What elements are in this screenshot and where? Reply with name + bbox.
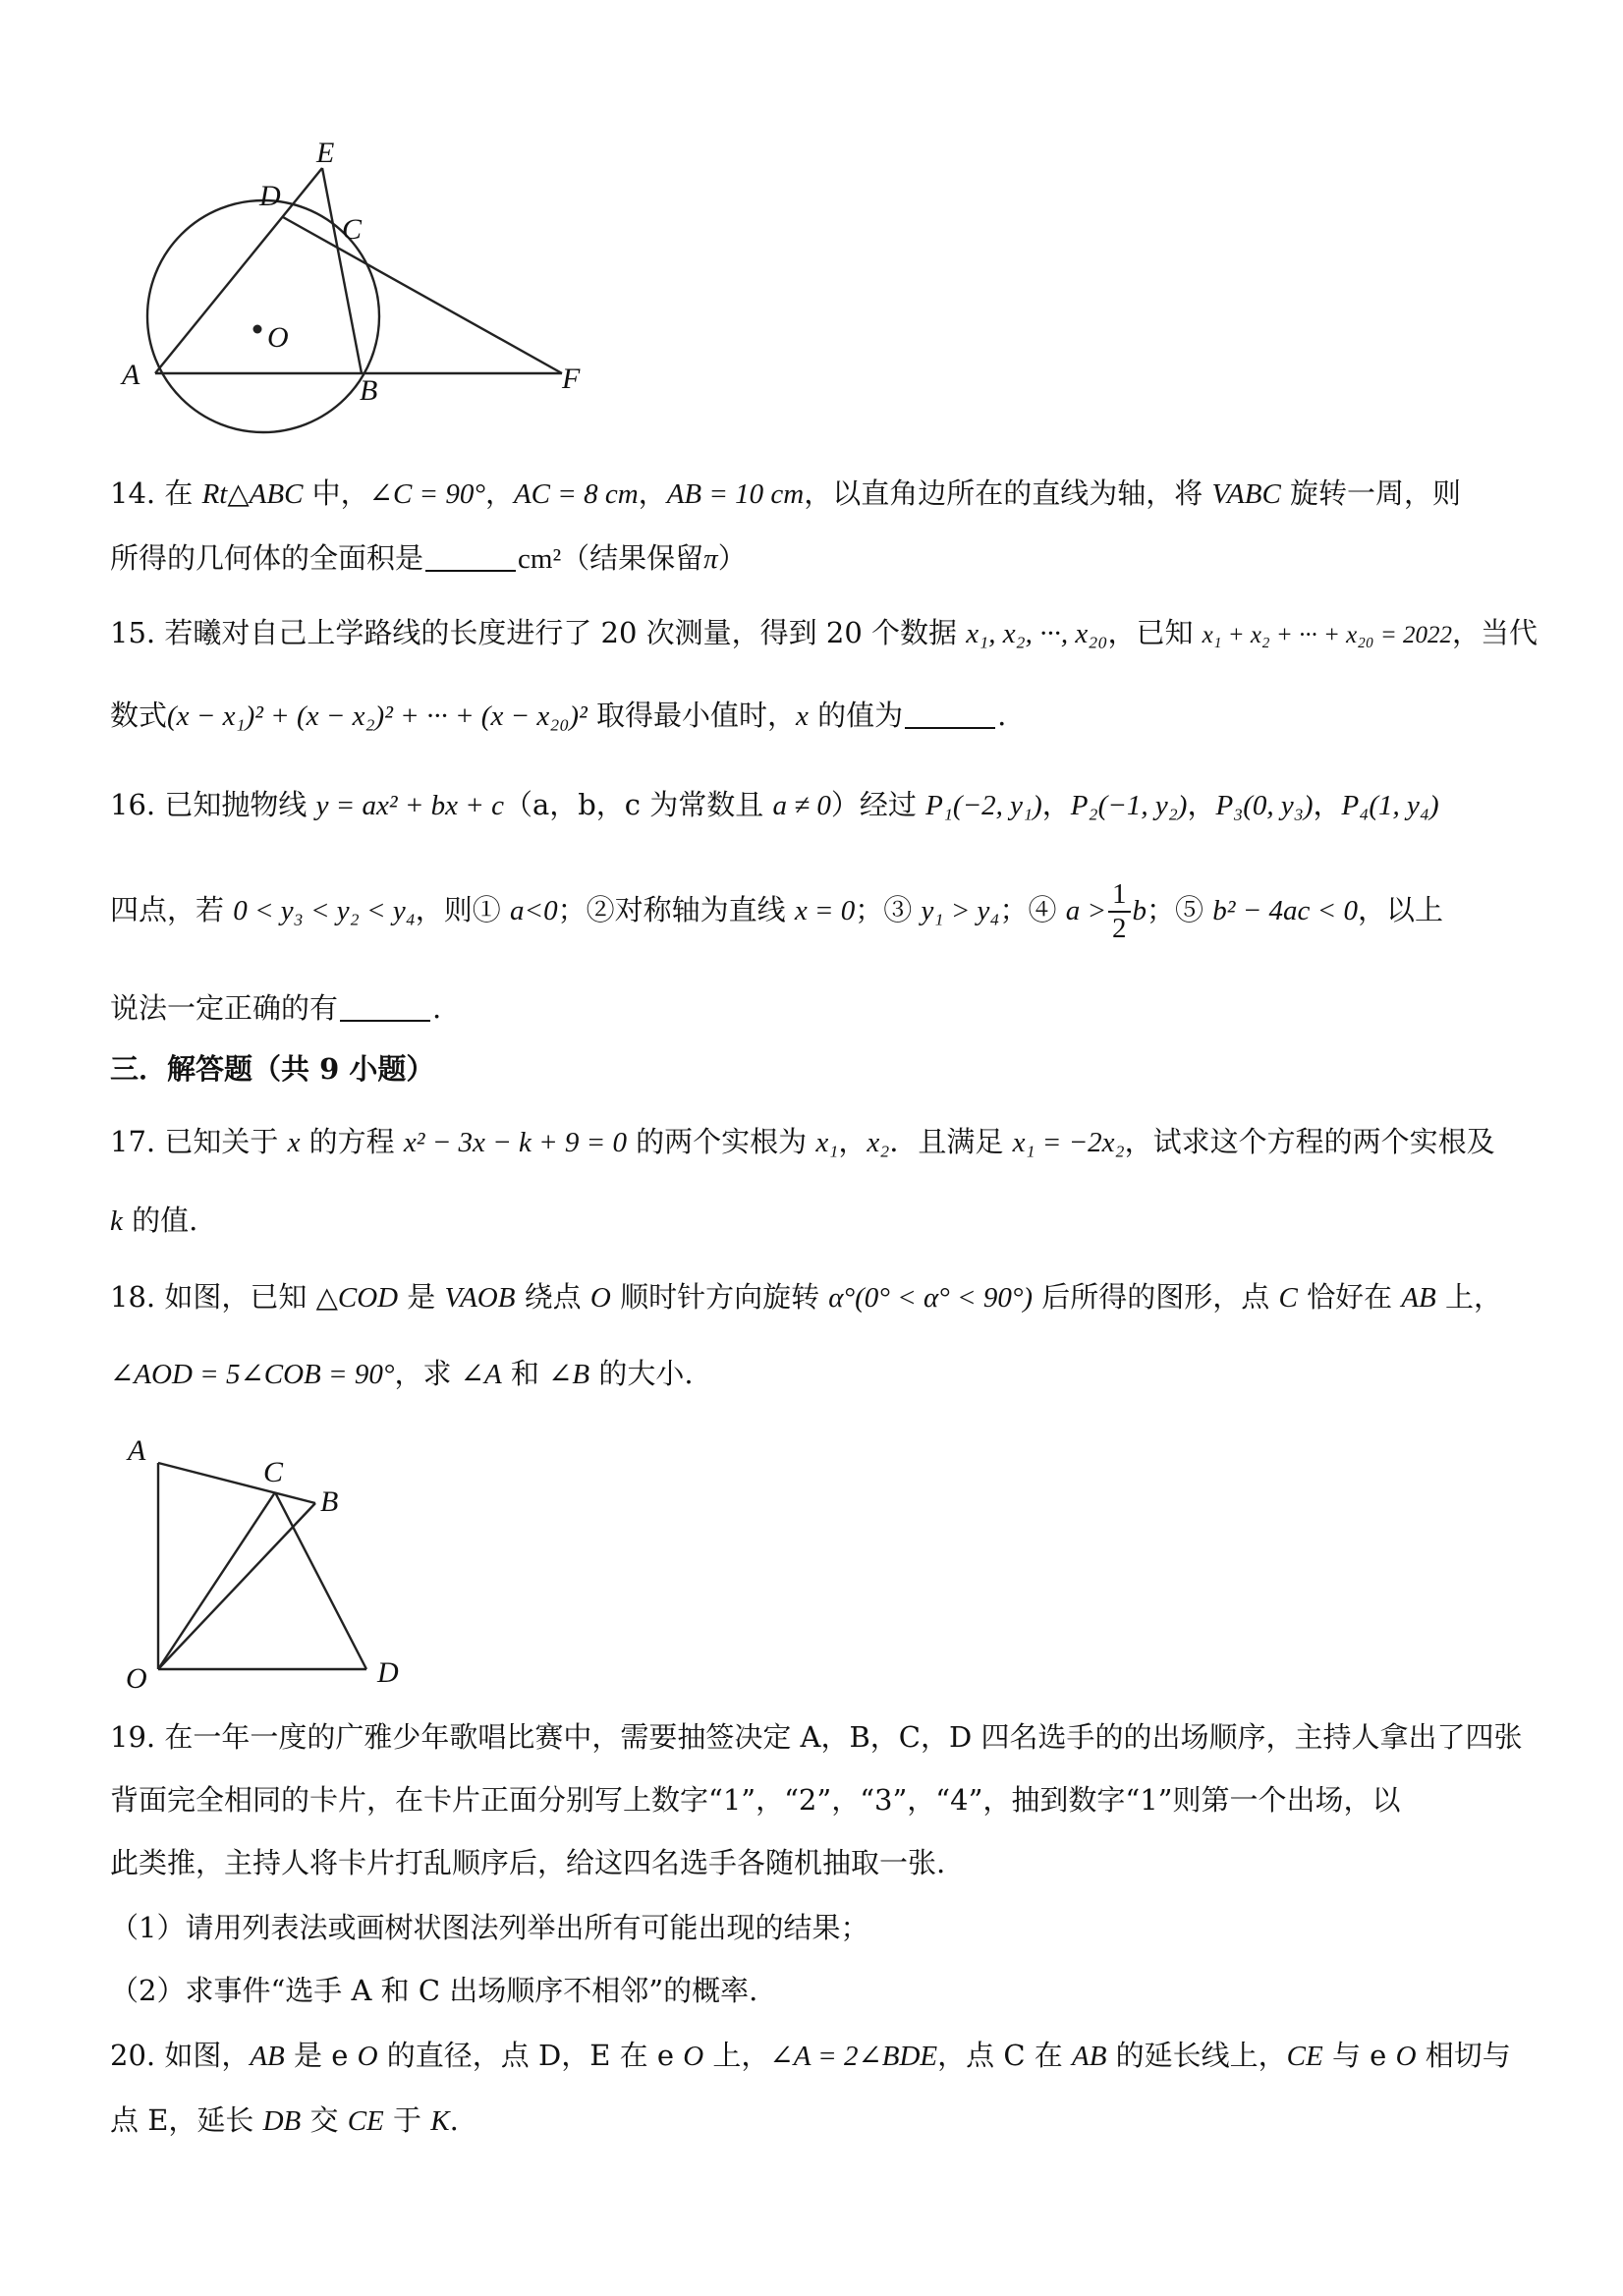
- segment-cd: [275, 1492, 366, 1669]
- fraction-one-half: $\frac{1}{2}$: [1108, 880, 1131, 943]
- question-20-line2: 点 E，延长 DB 交 CE 于 K.: [110, 2103, 459, 2137]
- question-19-line3: 此类推，主持人将卡片打乱顺序后，给这四名选手各随机抽取一张.: [110, 1846, 946, 1879]
- label-f: F: [562, 363, 581, 395]
- label-o: O: [126, 1662, 147, 1695]
- question-19-line1: 19. 在一年一度的广雅少年歌唱比赛中，需要抽签决定 A，B，C，D 四名选手的的出场顺序，主持人拿出了四张: [110, 1720, 1523, 1754]
- line-df: [283, 217, 562, 373]
- question-20: 20. 如图，AB 是 e O 的直径，点 D，E 在 e O 上，∠A = 2∠BDE，点 C 在 AB 的延长线上，CE 与 e O 相切与: [110, 2039, 1511, 2072]
- label-a: A: [128, 1434, 146, 1467]
- question-17: 17. 已知关于 x 的方程 x² − 3x − k + 9 = 0 的两个实根为 x₁，x₂．且满足 x₁ = −2x₂，试求这个方程的两个实根及: [110, 1125, 1495, 1158]
- question-18-line2: ∠AOD = 5∠COB = 90°，求 ∠A 和 ∠B 的大小.: [110, 1357, 694, 1390]
- question-16-line2: 四点，若 0 < y₃ < y₂ < y₄，则① a<0；②对称轴为直线 x = 0；③ y₁ > y₄；④ a > $\frac{1}{2}$ b；⑤ b² − 4ac < 0，以上: [110, 878, 1443, 944]
- question-15-line2: 数式(x − x₁)² + (x − x₂)² + ··· + (x − x₂₀)² 取得最小值时，x 的值为 .: [110, 699, 1007, 732]
- segment-oc: [158, 1492, 275, 1669]
- question-14: 14. 在 Rt△ABC 中，∠C = 90°，AC = 8 cm，AB = 10 cm，以直角边所在的直线为轴，将 VABC 旋转一周，则: [110, 476, 1462, 510]
- label-c: C: [263, 1456, 284, 1488]
- question-15: 15. 若曦对自己上学路线的长度进行了 20 次测量，得到 20 个数据 x₁, x₂, ···, x₂₀，已知 x₁ + x₂ + ··· + x₂₀ = 2022，当代: [110, 616, 1538, 649]
- question-19-part1: （1）请用列表法或画树状图法列举出所有可能出现的结果；: [110, 1911, 869, 1944]
- answer-blank: [340, 996, 430, 1022]
- segment-ab: [158, 1463, 315, 1503]
- question-19-part2: （2）求事件“选手 A 和 C 出场顺序不相邻”的概率.: [110, 1974, 758, 2007]
- question-17-line2: k 的值.: [110, 1204, 198, 1237]
- question-16: 16. 已知抛物线 y = ax² + bx + c（a，b，c 为常数且 a ≠ 0）经过 P₁(−2, y₁)，P₂(−1, y₂)，P₃(0, y₃)，P₄(1, y₄): [110, 788, 1439, 821]
- answer-blank: [905, 703, 995, 729]
- question-19-line2: 背面完全相同的卡片，在卡片正面分别写上数字“1”，“2”，“3”，“4”，抽到数字“1”则第一个出场，以: [110, 1783, 1401, 1817]
- center-dot: [253, 325, 262, 334]
- circle-figure: [98, 123, 609, 457]
- label-a: A: [122, 359, 140, 391]
- rotation-figure: [118, 1430, 432, 1696]
- label-b: B: [360, 374, 378, 407]
- label-o: O: [267, 321, 289, 354]
- question-18: 18. 如图，已知 △COD 是 VAOB 绕点 O 顺时针方向旋转 α°(0° < α° < 90°) 后所得的图形，点 C 恰好在 AB 上，: [110, 1280, 1502, 1314]
- question-14-line2: 所得的几何体的全面积是 cm²（结果保留π）: [110, 541, 747, 575]
- label-e: E: [316, 137, 335, 169]
- label-d: D: [259, 180, 281, 212]
- label-c: C: [342, 213, 363, 246]
- line-ae: [155, 168, 322, 373]
- label-d: D: [377, 1656, 399, 1689]
- section-heading: 三．解答题（共 9 小题）: [110, 1052, 435, 1086]
- question-16-line3: 说法一定正确的有 .: [110, 991, 442, 1025]
- line-eb: [322, 168, 362, 373]
- segment-ob: [158, 1503, 315, 1669]
- label-b: B: [320, 1485, 339, 1518]
- answer-blank: [425, 546, 516, 572]
